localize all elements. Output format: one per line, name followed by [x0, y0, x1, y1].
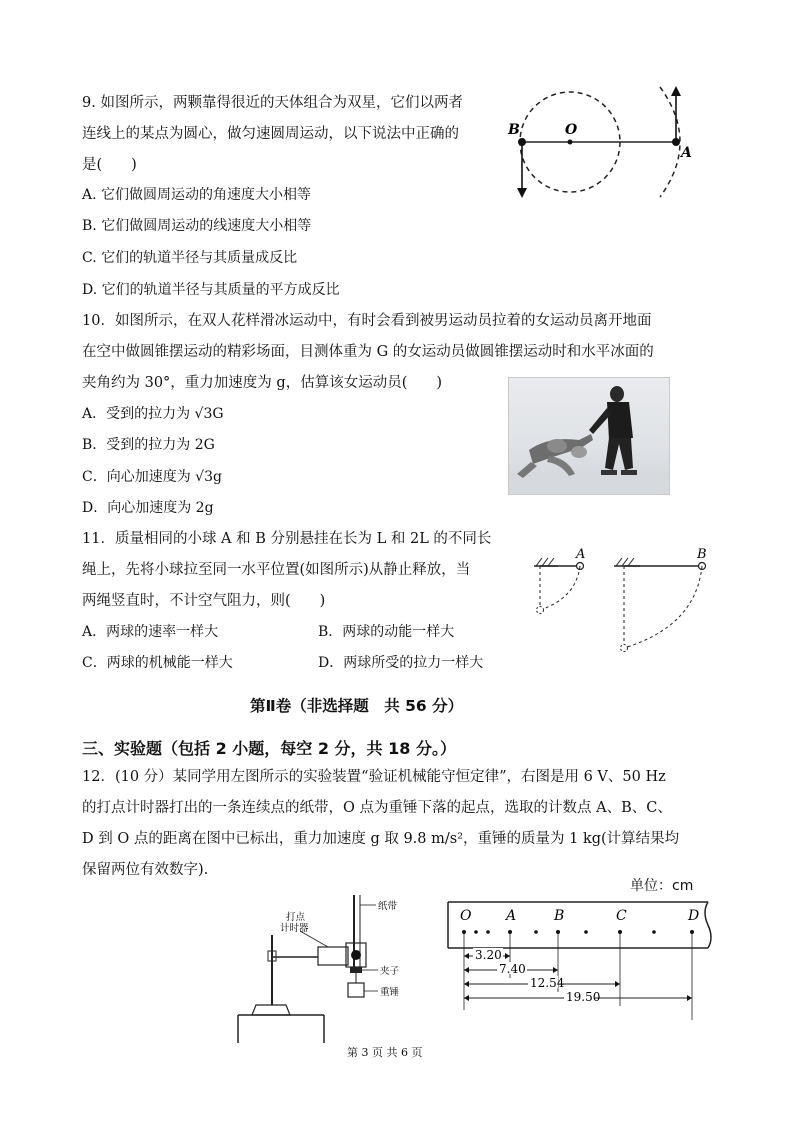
q10-line-1: 10．如图所示，在双人花样滑冰运动中，有时会看到被男运动员拉着的女运动员离开地面 [82, 313, 652, 329]
q9-line-1: 9. 如图所示，两颗靠得很近的天体组合为双星，它们以两者 [82, 95, 463, 111]
q10-line-2: 在空中做圆锥摆运动的精彩场面，目测体重为 G 的女运动员做圆锥摆运动时和水平冰面的 [82, 344, 654, 360]
section3-title: 三、实验题（包括 2 小题，每空 2 分，共 18 分。） [82, 739, 456, 758]
q12-line-3: D 到 O 点的距离在图中已标出，重力加速度 g 取 9.8 m/s²，重锤的质量为 1 kg(计算结果均 [82, 831, 680, 847]
label-timer: 打点 [286, 912, 306, 923]
tape-dot-b [556, 930, 560, 934]
tape-dot-o [462, 930, 466, 934]
tape-unit-label: 单位：cm [630, 878, 694, 894]
label-a: A [576, 547, 586, 562]
q9-line-2: 连线上的某点为圆心，做匀速圆周运动，以下说法中正确的 [82, 126, 459, 142]
label-b: B [508, 122, 520, 138]
q11-option-a: A．两球的速率一样大 [82, 624, 219, 640]
tape-dot-minor [534, 930, 538, 934]
label-weight: 重锤 [380, 987, 400, 998]
tape-distance-label: 3.20 [475, 948, 502, 962]
tape-dot-a [508, 930, 512, 934]
q11-line-1: 11．质量相同的小球 A 和 B 分别悬挂在长为 L 和 2L 的不同长 [82, 531, 492, 547]
q11-line-3: 两绳竖直时，不计空气阻力，则( ) [82, 593, 326, 609]
tape-dot-minor [474, 930, 478, 934]
figure-skating-photo [508, 377, 670, 495]
label-b: B [697, 547, 707, 562]
tape-dot-minor [486, 930, 490, 934]
q10-option-b: B．受到的拉力为 2G [82, 437, 215, 453]
label-a: A [681, 145, 692, 161]
tape-distance-label: 7.40 [499, 962, 526, 976]
q10-option-a: A．受到的拉力为 √3G [82, 406, 224, 422]
q10-line-3: 夹角约为 30°，重力加速度为 g，估算该女运动员( ) [82, 375, 443, 391]
tape-dot-minor [584, 930, 588, 934]
arrow-down-icon [517, 188, 527, 198]
tape-point-label-a: A [506, 908, 517, 924]
q9-option-d: D. 它们的轨道半径与其质量的平方成反比 [82, 282, 340, 298]
tape-dot-d [690, 930, 694, 934]
q12-line-2: 的打点计时器打出的一条连续点的纸带，O 点为重锤下落的起点，选取的计数点 A、B、C、 [82, 800, 672, 816]
part2-title: 第Ⅱ卷（非选择题 共 56 分） [250, 697, 464, 715]
q11-option-c: C．两球的机械能一样大 [82, 655, 233, 671]
arrow-up-icon [671, 86, 681, 96]
label-o: O [565, 122, 578, 138]
tape-point-label-c: C [616, 908, 627, 924]
q9-option-a: A. 它们做圆周运动的角速度大小相等 [82, 187, 312, 203]
paper-tape-figure [446, 898, 716, 1018]
tape-distance-label: 19.50 [566, 990, 601, 1004]
tape-distance-label: 12.54 [530, 976, 565, 990]
tape-point-label-o: O [460, 908, 472, 924]
q9-option-c: C. 它们的轨道半径与其质量成反比 [82, 250, 298, 266]
tape-dot-c [618, 930, 622, 934]
pendulum-figure [520, 546, 720, 656]
tape-dot-minor [652, 930, 656, 934]
tape-point-label-d: D [688, 908, 700, 924]
q11-option-d: D．两球所受的拉力一样大 [318, 655, 484, 671]
q9-line-3: 是( ) [82, 157, 137, 173]
label-timer-2: 计时器 [280, 923, 309, 934]
q11-line-2: 绳上，先将小球拉至同一水平位置(如图所示)从静止释放，当 [82, 562, 471, 578]
center-o [568, 140, 573, 145]
label-tape: 纸带 [378, 901, 398, 912]
binary-star-figure [500, 82, 710, 202]
apparatus-figure [228, 893, 428, 1043]
q10-option-c: C．向心加速度为 √3g [82, 469, 222, 485]
q12-line-1: 12．(10 分）某同学用左图所示的实验装置“验证机械能守恒定律”，右图是用 6 V、50 Hz [82, 769, 666, 785]
label-clip: 夹子 [380, 966, 400, 977]
tape-point-label-b: B [554, 908, 565, 924]
q12-line-4: 保留两位有效数字). [82, 862, 209, 878]
page-footer: 第 3 页 共 6 页 [347, 1046, 423, 1059]
q11-option-b: B．两球的动能一样大 [318, 624, 455, 640]
q10-option-d: D．向心加速度为 2g [82, 500, 214, 516]
q9-option-b: B. 它们做圆周运动的线速度大小相等 [82, 218, 312, 234]
